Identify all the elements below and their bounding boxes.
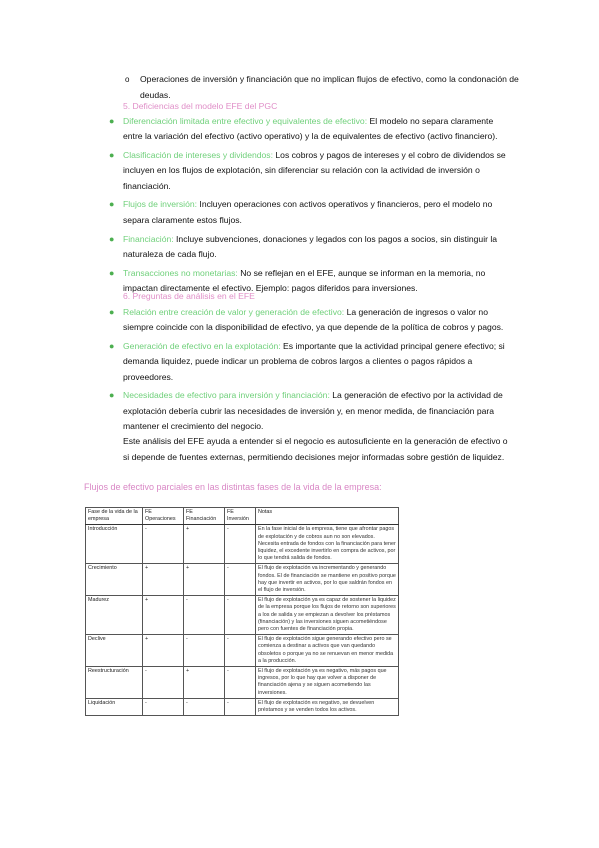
table-row xyxy=(86,698,399,715)
phases-table xyxy=(85,507,399,716)
table-header-row xyxy=(86,508,399,525)
table-cell: Liquidación xyxy=(86,698,143,715)
column-header: FE Operaciones xyxy=(143,508,184,525)
item-text: Los cobros y pagos de intereses y el cobro de dividendos se incluyen en los flujos de explotación, sin diferenciar su relación con la actividad de inversión o financiación. xyxy=(123,150,506,191)
table-cell: + xyxy=(143,635,184,667)
table-cell: + xyxy=(184,525,225,564)
bullet-icon: ● xyxy=(109,390,115,401)
item-text: El modelo no separa claramente entre la variación del efectivo (activo operativo) y la de equivalentes de efectivo (activo financiero). xyxy=(123,116,498,142)
list-item: ● Diferenciación limitada entre efectivo y equivalentes de efectivo: El modelo no separa claramente entre la variación del efectivo (activo operativo) y la de equivalentes de efectivo (activo financiero). xyxy=(109,116,498,142)
closing-paragraph: Este análisis del EFE ayuda a entender si el negocio es autosuficiente en la generación de efectivo o si depende de fuentes externas, permitiendo decisiones mejor informadas sobre gestión de liquidez. xyxy=(123,436,508,462)
table-cell: Reestructuración xyxy=(86,667,143,699)
table-row xyxy=(86,564,399,596)
section-5-heading: 5. Deficiencias del modelo EFE del PGC xyxy=(123,101,278,111)
list-item: ● Transacciones no monetarias: No se reflejan en el EFE, aunque se informan en la memoria, no impactan directamente el efectivo. Ejemplo: pagos diferidos para inversiones. xyxy=(109,267,486,293)
bullet-icon: ● xyxy=(109,199,115,210)
bullet-icon: ● xyxy=(109,341,115,352)
column-header: Notas xyxy=(256,508,399,525)
item-label: Generación de efectivo en la explotación xyxy=(123,341,279,352)
table-cell: - xyxy=(225,525,256,564)
item-label: Transacciones no monetarias xyxy=(123,267,236,278)
bullet-icon: ● xyxy=(109,307,115,317)
section-5-list xyxy=(109,114,515,300)
table-cell: El flujo de explotación es negativo, se devuelven préstamos y se venden todos los activos. xyxy=(256,698,399,715)
item-label: Necesidades de efectivo para inversión y financiación xyxy=(123,390,328,401)
table-cell: - xyxy=(143,698,184,715)
table-cell: - xyxy=(225,635,256,667)
bullet-icon: ● xyxy=(109,116,115,126)
table-cell: En la fase inicial de la empresa, tiene que afrontar pagos de explotación y de cobros aun no son elevados. Necesita entrada de fondos con la financiación para tener liquidez, el excedente invertirlo en compra de activos, por lo que tendrá salida de fondos. xyxy=(256,525,399,564)
item-label: Diferenciación limitada entre efectivo y equivalentes de efectivo xyxy=(123,116,365,126)
list-item: ● Generación de efectivo en la explotación: Es importante que la actividad principal genere efectivo; si demanda liquidez, puede indicar un problema de cobros largos a clientes o pagos rápidos a proveedores. xyxy=(109,341,505,382)
item-label: Clasificación de intereses y dividendos xyxy=(123,150,271,161)
table-cell: - xyxy=(184,698,225,715)
bullet-icon: ● xyxy=(109,150,115,161)
bullet-icon: ● xyxy=(109,233,115,244)
section-6-heading: 6. Preguntas de análisis en el EFE xyxy=(123,291,255,301)
column-header: Fase de la vida de la empresa xyxy=(86,508,143,525)
column-header: FE Inversión xyxy=(225,508,256,525)
sub-bullet-marker: o xyxy=(125,75,130,84)
item-label: Flujos de inversión xyxy=(123,199,195,210)
table-cell: + xyxy=(184,564,225,596)
table-cell: Crecimiento xyxy=(86,564,143,596)
table-row xyxy=(86,525,399,564)
list-item: ● Flujos de inversión: Incluyen operaciones con activos operativos y financieros, pero el modelo no separa claramente estos flujos. xyxy=(109,199,493,225)
table-cell: Declive xyxy=(86,635,143,667)
table-cell: - xyxy=(143,667,184,699)
item-text: Es importante que la actividad principal genere efectivo; si demanda liquidez, puede indicar un problema de cobros largos a clientes o pagos rápidos a proveedores. xyxy=(123,341,505,382)
list-item: ● Clasificación de intereses y dividendos: Los cobros y pagos de intereses y el cobro de dividendos se incluyen en los flujos de explotación, sin diferenciar su relación con la actividad de inversión o financiación. xyxy=(109,150,506,191)
list-item: ● Necesidades de efectivo para inversión y financiación: La generación de efectivo por la actividad de explotación debería cubrir las necesidades de inversión y, en menor medida, de financiación para mantener el crecimiento del negocio. Este análisis del EFE ayuda a entender si el negocio es autosuficiente en la generación de efectivo o si depende de fuentes externas, permitiendo decisiones mejor informadas sobre gestión de liquidez. xyxy=(123,388,515,464)
table-row xyxy=(86,667,399,699)
item-label: Relación entre creación de valor y generación de efectivo xyxy=(123,307,342,317)
table-cell: El flujo de explotación sigue generando efectivo pero se comienza a destinar a activos que van quedando obsoletos o porque ya no se renuevan en menor medida a la producción. xyxy=(256,635,399,667)
table-cell: - xyxy=(143,525,184,564)
table-cell: - xyxy=(225,667,256,699)
column-header: FE Financiación xyxy=(184,508,225,525)
item-text: La generación de efectivo por la actividad de explotación debería cubrir las necesidades de inversión y, en menor medida, de financiación para mantener el crecimiento del negocio. xyxy=(123,390,503,432)
item-text: La generación de ingresos o valor no siempre coincide con la disponibilidad de efectivo, ya que depende de la política de cobros y pagos. xyxy=(123,307,504,333)
item-text: No se reflejan en el EFE, aunque se informan en la memoria, no impactan directamente el efectivo. Ejemplo: pagos diferidos para inversiones. xyxy=(123,267,486,293)
table-cell: + xyxy=(184,667,225,699)
item-text: Incluyen operaciones con activos operativos y financieros, pero el modelo no separa claramente estos flujos. xyxy=(123,199,493,225)
list-item: ● Relación entre creación de valor y generación de efectivo: La generación de ingresos o valor no siempre coincide con la disponibilidad de efectivo, ya que depende de la política de cobros y pagos. xyxy=(109,307,504,333)
table-section-title: Flujos de efectivo parciales en las distintas fases de la vida de la empresa: xyxy=(84,482,382,492)
sub-list-item xyxy=(125,72,520,103)
table-row xyxy=(86,596,399,635)
sub-item-text: Operaciones de inversión y financiación que no implican flujos de efectivo, como la condonación de deudas. xyxy=(140,74,519,100)
table-cell: - xyxy=(225,698,256,715)
bullet-icon: ● xyxy=(109,267,115,278)
table-cell: - xyxy=(225,564,256,596)
table-cell: El flujo de explotación ya es capaz de sostener la liquidez de la empresa porque los flujos de retorno son superiores a los de salida y se empiezan a devolver los préstamos (financiación) y las inversiones siguen acometiéndose pero con fuentes de financiación propia. xyxy=(256,596,399,635)
table-row xyxy=(86,635,399,667)
table-cell: - xyxy=(184,596,225,635)
section-6-list xyxy=(109,305,515,468)
table-cell: - xyxy=(184,635,225,667)
table-cell: El flujo de explotación ya es negativo, más pagos que ingresos, por lo que hay que volver a disponer de financiación ajena y se siguen acometiendo las inversiones. xyxy=(256,667,399,699)
table-cell: Madurez xyxy=(86,596,143,635)
list-item: ● Financiación: Incluye subvenciones, donaciones y legados con los pagos a socios, sin distinguir la naturaleza de cada flujo. xyxy=(109,233,498,259)
table-cell: - xyxy=(225,596,256,635)
item-label: Financiación xyxy=(123,233,172,244)
table-cell: Introducción xyxy=(86,525,143,564)
item-text: Incluye subvenciones, donaciones y legados con los pagos a socios, sin distinguir la naturaleza de cada flujo. xyxy=(123,233,498,259)
table-cell: + xyxy=(143,564,184,596)
table-cell: + xyxy=(143,596,184,635)
table-cell: El flujo de explotación va incrementando y generando fondos. El de financiación se mantiene en positivo porque hay que invertir en activos, por lo que saldrán fondos en el flujo de inversión. xyxy=(256,564,399,596)
